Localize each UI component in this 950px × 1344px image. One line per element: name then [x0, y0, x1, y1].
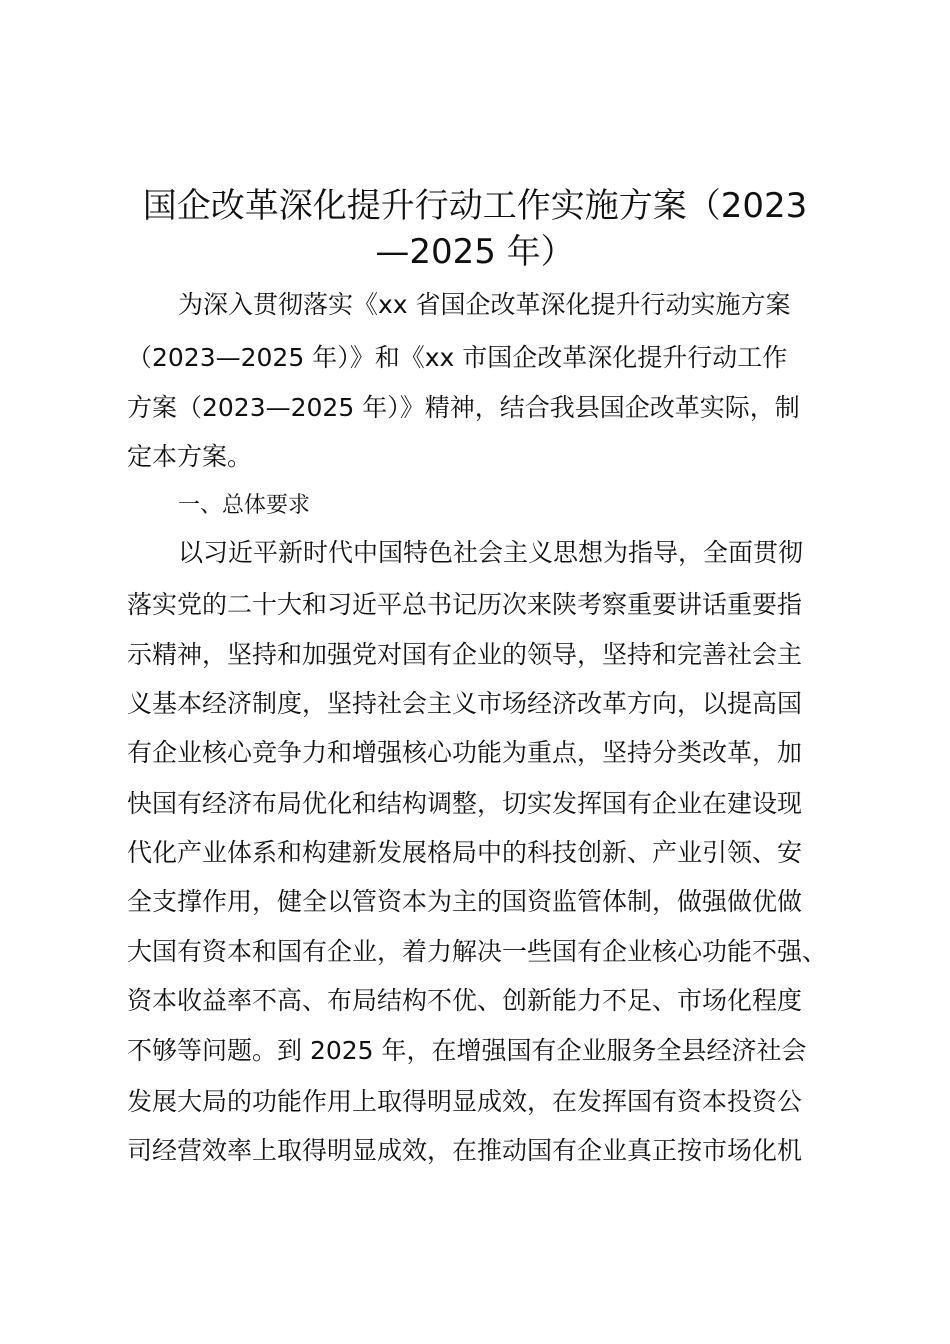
body-line: 全支撑作用，健全以管资本为主的国资监管体制，做强做优做	[127, 887, 803, 916]
document-title	[112, 183, 838, 275]
intro-line: 为深入贯彻落实《xx 省国企改革深化提升行动实施方案	[178, 290, 791, 319]
section-heading: 一、总体要求	[178, 493, 311, 518]
body-line: 快国有经济布局优化和结构调整，切实发挥国有企业在建设现	[127, 789, 803, 818]
body-line: 大国有资本和国有企业，着力解决一些国有企业核心功能不强、	[127, 937, 828, 966]
body-line: 义基本经济制度，坚持社会主义市场经济改革方向，以提高国	[127, 689, 803, 718]
body-line: 代化产业体系和构建新发展格局中的科技创新、产业引领、安	[127, 838, 803, 867]
title-line-1: 国企改革深化提升行动工作实施方案（2023	[142, 186, 808, 226]
intro-line: 定本方案。	[127, 442, 253, 471]
body-line: 以习近平新时代中国特色社会主义思想为指导，全面贯彻	[178, 538, 804, 567]
body-line: 司经营效率上取得明显成效，在推动国有企业真正按市场化机	[127, 1136, 803, 1165]
body-line: 资本收益率不高、布局结构不优、创新能力不足、市场化程度	[127, 986, 803, 1015]
title-line-2: —2025 年）	[375, 232, 575, 272]
body-line: 不够等问题。到 2025 年，在增强国有企业服务全县经济社会	[127, 1036, 807, 1065]
body-line: 有企业核心竞争力和增强核心功能为重点，坚持分类改革，加	[127, 738, 803, 767]
body-line: 发展大局的功能作用上取得明显成效，在发挥国有资本投资公	[127, 1087, 803, 1116]
body-line: 示精神，坚持和加强党对国有企业的领导，坚持和完善社会主	[127, 640, 803, 669]
body-line: 落实党的二十大和习近平总书记历次来陕考察重要讲话重要指	[127, 590, 803, 619]
intro-line: （2023—2025 年）》和《xx 市国企改革深化提升行动工作	[127, 343, 788, 372]
intro-line: 方案（2023—2025 年）》精神，结合我县国企改革实际，制	[127, 393, 800, 422]
